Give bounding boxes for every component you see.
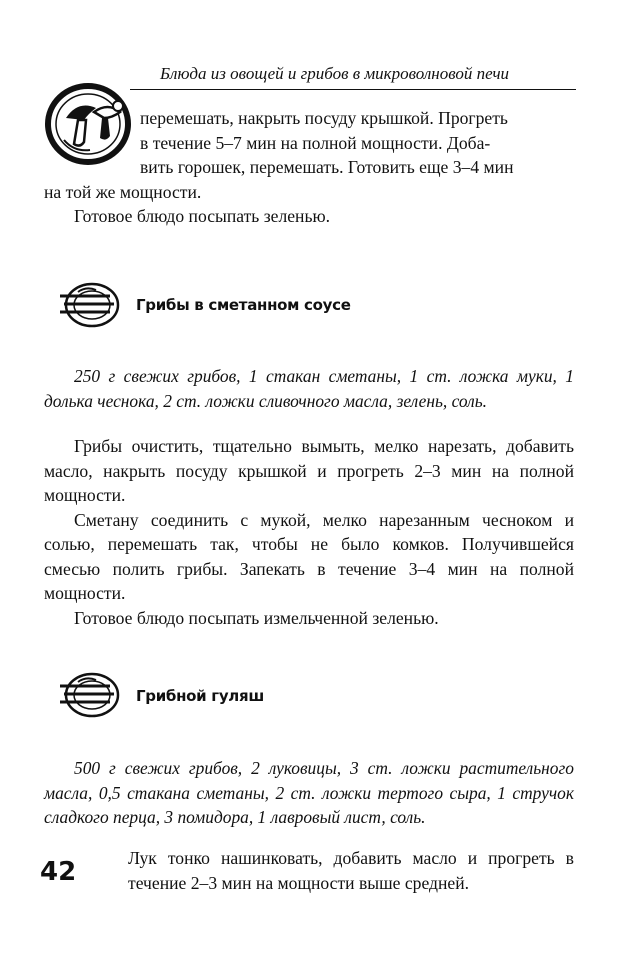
intro-line: вить горошек, перемешать. Готовить еще 3–4 мин xyxy=(140,157,514,177)
ingredients xyxy=(44,364,574,413)
ingredients xyxy=(44,756,574,830)
ingredients-text: 500 г свежих грибов, 2 луковицы, 3 ст. ложки растительного масла, 0,5 стакана сметаны, 2 ст. ложки тертого сыра, 1 стручок сладкого перца, 3 помидора, 1 лавровый лист, соль. xyxy=(44,758,574,827)
recipe-steps xyxy=(44,434,574,630)
plate-cutlery-icon xyxy=(56,282,120,328)
recipe-step: Лук тонко нашинковать, добавить масло и прогреть в течение 2–3 мин на мощности выше средней. xyxy=(128,848,574,893)
page-number: 42 xyxy=(40,857,77,887)
recipe-step: Сметану соединить с мукой, мелко нарезанным чесноком и солью, перемешать так, чтобы не было комков. Получившейся смесью полить грибы. Запекать в течение 3–4 мин на полной мощности. xyxy=(44,509,574,603)
recipe-steps xyxy=(128,846,574,895)
intro-line: в течение 5–7 мин на полной мощности. Доба- xyxy=(140,132,491,153)
intro-line: на той же мощности. xyxy=(44,181,202,202)
intro-closing: Готовое блюдо посыпать зеленью. xyxy=(74,206,331,226)
ingredients-text: 250 г свежих грибов, 1 стакан сметаны, 1 ст. ложка муки, 1 долька чеснока, 2 ст. ложки сливочного масла, зелень, соль. xyxy=(44,366,574,411)
header-rule xyxy=(130,89,576,90)
intro-text xyxy=(44,106,574,229)
recipe-step: Готовое блюдо посыпать измельченной зеленью. xyxy=(74,607,439,628)
recipe-title: Грибной гуляш xyxy=(136,687,264,705)
recipe-step: Грибы очистить, тщательно вымыть, мелко нарезать, добавить масло, накрыть посуду крышкой и прогреть 2–3 мин на полной мощности. xyxy=(44,436,574,505)
recipe-title: Грибы в сметанном соусе xyxy=(136,296,351,314)
plate-cutlery-icon xyxy=(56,672,120,718)
running-head: Блюда из овощей и грибов в микроволновой печи xyxy=(160,64,510,83)
intro-line: перемешать, накрыть посуду крышкой. Прогреть xyxy=(140,108,508,128)
